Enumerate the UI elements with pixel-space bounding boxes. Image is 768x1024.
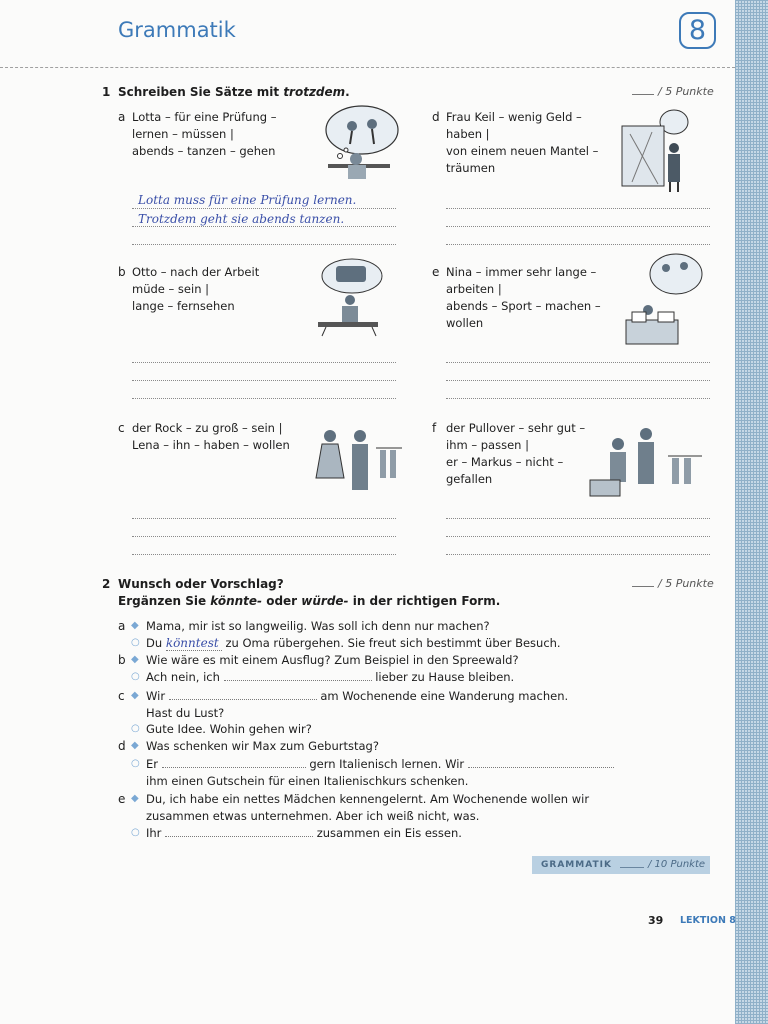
writing-line[interactable]	[446, 554, 710, 555]
side-grid-strip	[735, 0, 768, 1024]
ex2-item-e-letter: e	[118, 792, 126, 806]
illustration-b-tired-man-tv	[312, 256, 384, 338]
answer-field[interactable]	[468, 767, 614, 768]
writing-line[interactable]	[446, 380, 710, 381]
circle-bullet-icon: ○	[131, 637, 140, 648]
writing-line[interactable]	[446, 518, 710, 519]
illustration-a-student-dreaming-dancing	[318, 104, 400, 184]
lesson-number-badge: 8	[679, 12, 716, 49]
writing-line[interactable]	[446, 398, 710, 399]
ex2-item-b-letter: b	[118, 653, 126, 667]
score-label: GRAMMATIK	[541, 860, 612, 870]
ex2-e-question-1: Du, ich habe ein nettes Mädchen kennengelernt. Am Wochenende wollen wir	[146, 792, 590, 806]
ex2-e-question-2: zusammen etwas unternehmen. Aber ich weiß nicht, was.	[146, 809, 480, 823]
writing-line[interactable]	[132, 362, 396, 363]
ex2-item-d-letter: d	[118, 739, 126, 753]
grammar-score-bar	[532, 856, 710, 874]
answer-field[interactable]	[169, 699, 317, 700]
item-f-prompt: der Pullover – sehr gut – ihm – passen | er – Markus – nicht – gefallen	[446, 421, 586, 486]
header-divider	[0, 67, 735, 68]
item-f-letter: f	[432, 421, 437, 435]
exercise-1-points: / 5 Punkte	[632, 85, 714, 98]
diamond-bullet-icon: ◆	[131, 690, 139, 701]
exercise-1-number: 1	[102, 85, 111, 99]
writing-line[interactable]	[446, 244, 710, 245]
writing-line[interactable]	[132, 226, 396, 227]
writing-line[interactable]	[132, 554, 396, 555]
circle-bullet-icon: ○	[131, 671, 140, 682]
writing-line[interactable]	[446, 536, 710, 537]
answer-field[interactable]	[224, 680, 372, 681]
illustration-e-woman-office-sport	[618, 252, 706, 348]
page-title: Grammatik	[118, 18, 236, 42]
illustration-c-girl-skirt-shop	[300, 424, 404, 500]
item-a-letter: a	[118, 110, 126, 124]
item-c-letter: c	[118, 421, 125, 435]
lesson-label: LEKTION 8	[680, 915, 736, 926]
ex2-item-c-letter: c	[118, 689, 125, 703]
item-c-prompt: der Rock – zu groß – sein | Lena – ihn – haben – wollen	[132, 421, 290, 452]
circle-bullet-icon: ○	[131, 827, 140, 838]
ex2-e-answer: Ihr zusammen ein Eis essen.	[146, 826, 462, 840]
writing-line[interactable]	[132, 208, 396, 209]
ex2-a-answer: Du könntest zu Oma rübergehen. Sie freut sich bestimmt über Besuch.	[146, 636, 561, 650]
ex2-b-answer: Ach nein, ich lieber zu Hause bleiben.	[146, 670, 515, 684]
answer-field[interactable]	[165, 836, 313, 837]
writing-line[interactable]	[132, 518, 396, 519]
answer-a-line-2: Trotzdem geht sie abends tanzen.	[138, 212, 345, 226]
writing-line[interactable]	[132, 398, 396, 399]
answer-field[interactable]: könntest	[166, 636, 222, 651]
exercise-1-instruction: Schreiben Sie Sätze mit trotzdem.	[118, 85, 350, 99]
exercise-2-instruction: Ergänzen Sie könnte- oder würde- in der richtigen Form.	[118, 594, 501, 608]
writing-line[interactable]	[446, 208, 710, 209]
item-b-prompt: Otto – nach der Arbeit müde – sein | lange – fernsehen	[132, 265, 260, 313]
exercise-2-points: / 5 Punkte	[632, 577, 714, 590]
writing-line[interactable]	[446, 362, 710, 363]
score-blank[interactable]	[620, 867, 644, 868]
writing-line[interactable]	[132, 536, 396, 537]
writing-line[interactable]	[132, 244, 396, 245]
ex2-d-answer-2: ihm einen Gutschein für einen Italienischkurs schenken.	[146, 774, 469, 788]
answer-field[interactable]	[162, 767, 306, 768]
ex2-d-answer: Er gern Italienisch lernen. Wir	[146, 757, 614, 771]
writing-line[interactable]	[446, 226, 710, 227]
circle-bullet-icon: ○	[131, 758, 140, 769]
page-number: 39	[648, 914, 664, 927]
illustration-d-woman-shop-window	[612, 104, 702, 194]
exercise-2-title: Wunsch oder Vorschlag?	[118, 577, 284, 591]
item-d-prompt: Frau Keil – wenig Geld – haben | von einem neuen Mantel – träumen	[446, 110, 599, 175]
score-points: / 10 Punkte	[648, 859, 706, 870]
diamond-bullet-icon: ◆	[131, 793, 139, 804]
ex2-b-question: Wie wäre es mit einem Ausflug? Zum Beispiel in den Spreewald?	[146, 653, 519, 667]
ex2-a-question: Mama, mir ist so langweilig. Was soll ich denn nur machen?	[146, 619, 490, 633]
ex2-d-question: Was schenken wir Max zum Geburtstag?	[146, 739, 379, 753]
item-e-letter: e	[432, 265, 440, 279]
item-b-letter: b	[118, 265, 126, 279]
item-e-prompt: Nina – immer sehr lange – arbeiten | abends – Sport – machen – wollen	[446, 265, 601, 330]
item-d-letter: d	[432, 110, 440, 124]
illustration-f-markus-pullover-shop	[584, 420, 704, 500]
ex2-c-answer: Gute Idee. Wohin gehen wir?	[146, 722, 312, 736]
ex2-c-question: Wir am Wochenende eine Wanderung machen.	[146, 689, 569, 703]
diamond-bullet-icon: ◆	[131, 740, 139, 751]
circle-bullet-icon: ○	[131, 723, 140, 734]
diamond-bullet-icon: ◆	[131, 620, 139, 631]
exercise-2-number: 2	[102, 577, 111, 591]
writing-line[interactable]	[132, 380, 396, 381]
item-a-prompt: Lotta – für eine Prüfung – lernen – müssen | abends – tanzen – gehen	[132, 110, 277, 158]
answer-a-line-1: Lotta muss für eine Prüfung lernen.	[138, 193, 357, 207]
ex2-item-a-letter: a	[118, 619, 126, 633]
ex2-c-question-2: Hast du Lust?	[146, 706, 225, 720]
diamond-bullet-icon: ◆	[131, 654, 139, 665]
